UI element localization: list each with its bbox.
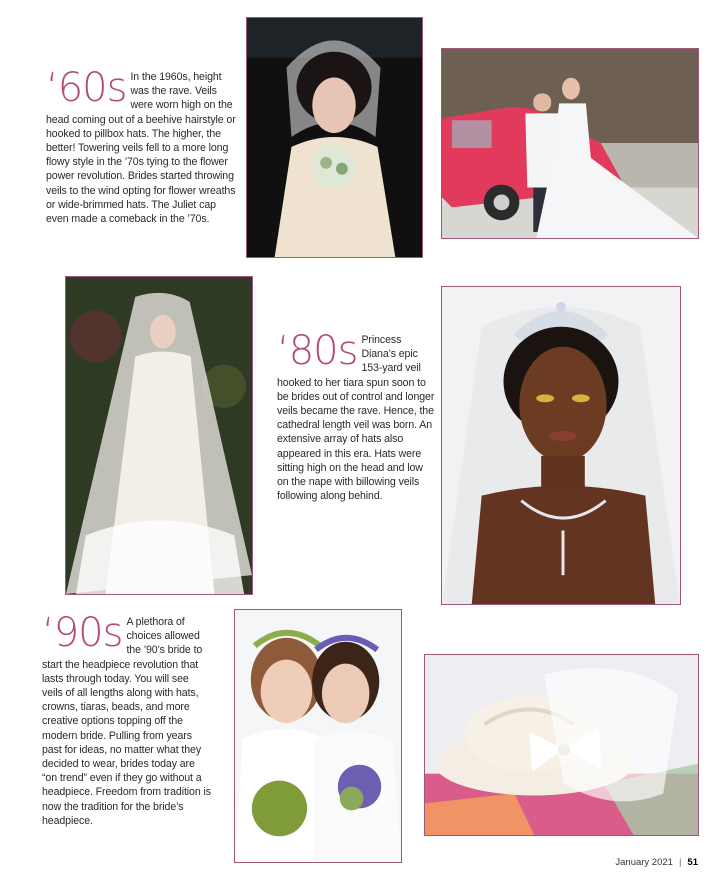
section-80s-text [277,328,435,503]
body-text-80s: Princess Diana’s epic 153-yard veil hooked to her tiara spun soon to be brides out of control and longer veils became the rave. Hence, the cathedral length veil was born. An extensive array of hats also appeared in this era. Hats were sitting high on the head and low on the nape with billowing veils following along behind. [277,334,435,503]
bride-1960s-photo [246,17,423,258]
page-number: 51 [687,857,698,868]
footer-separator: | [678,857,682,868]
page-footer [615,857,698,868]
era-heading-60s: ‘60s [46,65,127,111]
section-90s-text [42,610,212,828]
couple-car-photo [441,48,699,239]
body-text-90s: A plethora of choices allowed the ’90’s bride to start the headpiece revolution that lasts through today. You will see veils of all lengths along with hats, crowns, tiaras, beads, and more creative options topping off the modern bride. Pulling from years past for ideas, no matter what they decided to wear, brides today are “on trend” even if they go without a headpiece. Freedom from tradition is now the tradition for the bride’s headpiece. [42,616,211,827]
lace-hat-birdcage-veil-photo [424,654,699,836]
two-brides-flower-crowns-photo [234,609,402,863]
era-heading-80s: ‘80s [277,328,358,374]
issue-date: January 2021 [615,857,673,868]
bride-tiara-photo [441,286,681,605]
bride-cathedral-veil-photo [65,276,253,595]
era-heading-90s: ‘90s [42,610,123,656]
body-text-60s: In the 1960s, height was the rave. Veils were worn high on the head coming out of a beehive hairstyle or hooked to pillbox hats. The higher, the better! Towering veils fell to a more long flowy style in the ’70s tying to the flower power revolution. Brides started throwing veils to the wind opting for flower wreaths or wide-brimmed hats. The Juliet cap even made a comeback in the ’70s. [46,71,236,226]
section-60s-text [46,65,236,226]
